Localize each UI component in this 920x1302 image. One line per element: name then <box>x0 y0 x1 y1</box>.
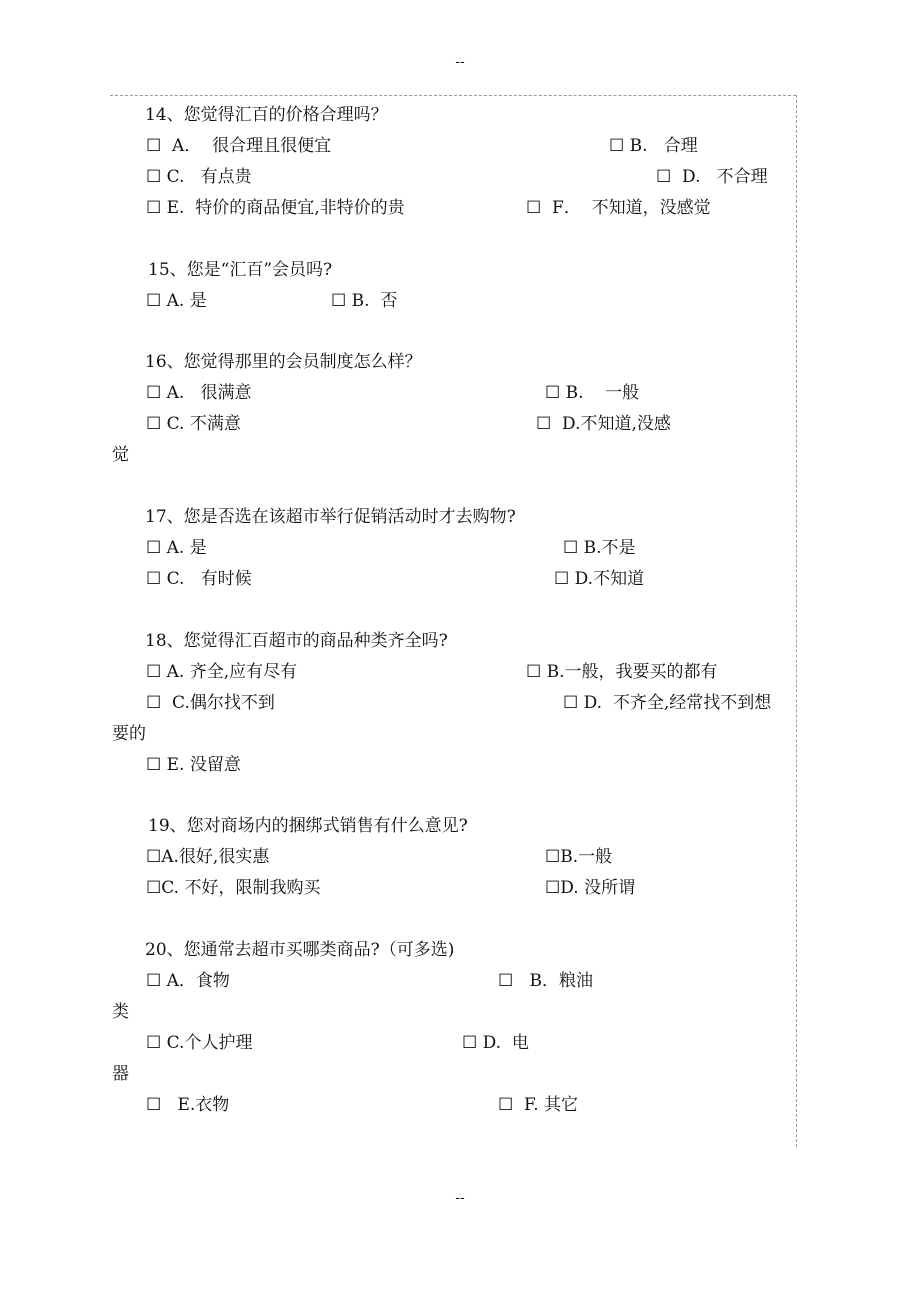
q18-option-d-wrap: 要的 <box>112 724 146 744</box>
q20-option-f[interactable]: ☐ F. 其它 <box>498 1095 579 1115</box>
q16-option-b[interactable]: ☐ B. 一般 <box>545 383 640 403</box>
question-14-title: 14、您觉得汇百的价格合理吗？ <box>145 105 388 125</box>
page-footer-marker: -- <box>455 1190 465 1206</box>
q19-option-c[interactable]: ☐C. 不好，限制我购买 <box>146 878 321 898</box>
q16-option-c[interactable]: ☐ C. 不满意 <box>146 414 241 434</box>
page-header-marker: -- <box>455 54 465 70</box>
q15-option-b[interactable]: ☐ B. 否 <box>331 291 398 311</box>
q14-option-d[interactable]: ☐ D. 不合理 <box>656 167 768 187</box>
q14-option-e[interactable]: ☐ E. 特价的商品便宜,非特价的贵 <box>146 198 405 218</box>
q20-option-d-wrap: 器 <box>112 1064 129 1084</box>
q20-option-e[interactable]: ☐ E.衣物 <box>146 1095 230 1115</box>
q18-option-e[interactable]: ☐ E. 没留意 <box>146 755 241 775</box>
q20-option-d[interactable]: ☐ D. 电 <box>462 1033 529 1053</box>
q19-option-a[interactable]: ☐A.很好,很实惠 <box>146 847 270 867</box>
q14-option-a[interactable]: ☐ A． 很合理且很便宜 <box>146 136 332 156</box>
page-frame-right-border <box>796 95 797 1147</box>
q20-option-b[interactable]: ☐ B．粮油 <box>498 971 593 991</box>
q16-option-d-wrap: 觉 <box>112 445 129 465</box>
page-frame-top-border <box>110 95 796 96</box>
q20-option-c[interactable]: ☐ C.个人护理 <box>146 1033 253 1053</box>
q17-option-c[interactable]: ☐ C. 有时候 <box>146 569 252 589</box>
q16-option-d[interactable]: ☐ D.不知道,没感 <box>536 414 671 434</box>
q18-option-a[interactable]: ☐ A. 齐全,应有尽有 <box>146 662 298 682</box>
q18-option-d[interactable]: ☐ D. 不齐全,经常找不到想 <box>563 693 772 713</box>
q20-option-a[interactable]: ☐ A．食物 <box>146 971 230 991</box>
q16-option-a[interactable]: ☐ A. 很满意 <box>146 383 252 403</box>
question-20-title: 20、您通常去超市买哪类商品?（可多选) <box>145 940 455 960</box>
q18-option-b[interactable]: ☐ B.一般，我要买的都有 <box>526 662 718 682</box>
q19-option-b[interactable]: ☐B.一般 <box>545 847 613 867</box>
q17-option-d[interactable]: ☐ D.不知道 <box>554 569 645 589</box>
q17-option-b[interactable]: ☐ B.不是 <box>563 538 636 558</box>
q19-option-d[interactable]: ☐D. 没所谓 <box>545 878 636 898</box>
q14-option-c[interactable]: ☐ C. 有点贵 <box>146 167 252 187</box>
q20-option-b-wrap: 类 <box>112 1002 129 1022</box>
question-15-title: 15、您是“汇百”会员吗? <box>148 260 333 280</box>
q14-option-f[interactable]: ☐ F． 不知道，没感觉 <box>526 198 711 218</box>
question-16-title: 16、您觉得那里的会员制度怎么样？ <box>145 352 422 372</box>
question-19-title: 19、您对商场内的捆绑式销售有什么意见? <box>148 816 468 836</box>
question-17-title: 17、您是否选在该超市举行促销活动时才去购物? <box>145 507 516 527</box>
q15-option-a[interactable]: ☐ A. 是 <box>146 291 207 311</box>
q18-option-c[interactable]: ☐ C.偶尔找不到 <box>146 693 275 713</box>
q14-option-b[interactable]: ☐ B. 合理 <box>609 136 698 156</box>
question-18-title: 18、您觉得汇百超市的商品种类齐全吗? <box>145 631 448 651</box>
q17-option-a[interactable]: ☐ A. 是 <box>146 538 207 558</box>
